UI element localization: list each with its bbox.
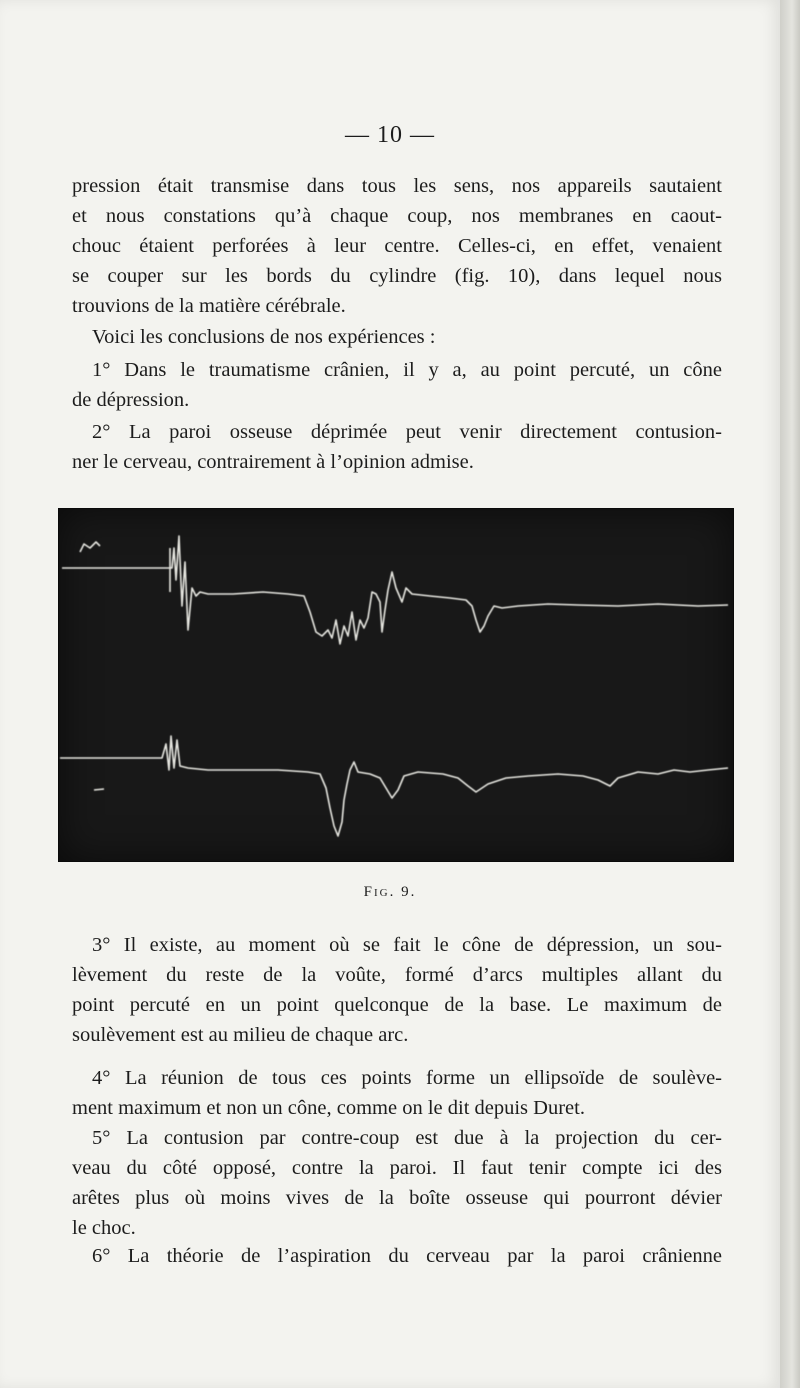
conclusion-1	[72, 355, 722, 415]
conclusion-5	[72, 1123, 722, 1243]
text-line: 6° La théorie de l’aspiration du cerveau par la paroi crânienne	[92, 1245, 722, 1267]
text-line: veau du côté opposé, contre la paroi. Il faut tenir compte ici des	[72, 1157, 722, 1179]
text-line: 4° La réunion de tous ces points forme un ellipsoïde de soulève-	[92, 1067, 722, 1089]
text-line: le choc.	[72, 1217, 136, 1239]
text-line: ment maximum et non un cône, comme on le dit depuis Duret.	[72, 1097, 585, 1119]
figure-9-tracing	[58, 508, 734, 862]
page-number: — 10 —	[345, 122, 435, 148]
text-line: point percuté en un point quelconque de la base. Le maximum de	[72, 994, 722, 1016]
conclusion-6	[72, 1241, 722, 1271]
figure-caption: Fig. 9.	[363, 884, 417, 900]
conclusions-intro	[72, 322, 722, 352]
lower-trace	[60, 736, 728, 836]
text-line: de dépression.	[72, 389, 190, 411]
text-line: lèvement du reste de la voûte, formé d’arcs multiples allant du	[72, 964, 722, 986]
text-line: trouvions de la matière cérébrale.	[72, 295, 346, 317]
paragraph-top	[72, 171, 722, 321]
text-line: arêtes plus où moins vives de la boîte osseuse qui pourront dévier	[72, 1187, 722, 1209]
oscillograph-traces	[58, 508, 734, 862]
text-line: Voici les conclusions de nos expériences :	[92, 326, 436, 348]
conclusion-4	[72, 1063, 722, 1123]
text-line: soulèvement est au milieu de chaque arc.	[72, 1024, 409, 1046]
text-line: chouc étaient perforées à leur centre. Celles-ci, en effet, venaient	[72, 235, 722, 257]
text-line: 1° Dans le traumatisme crânien, il y a, au point percuté, un cône	[92, 359, 722, 381]
text-line: 2° La paroi osseuse déprimée peut venir directement contusion-	[92, 421, 722, 443]
text-line: 3° Il existe, au moment où se fait le cône de dépression, un sou-	[92, 934, 722, 956]
conclusion-3	[72, 930, 722, 1050]
text-line: se couper sur les bords du cylindre (fig. 10), dans lequel nous	[72, 265, 722, 287]
lower-trace-marker	[94, 789, 104, 790]
conclusion-2	[72, 417, 722, 477]
text-line: et nous constations qu’à chaque coup, nos membranes en caout-	[72, 205, 722, 227]
adjacent-page-edge	[780, 0, 800, 1388]
text-line: ner le cerveau, contrairement à l’opinion admise.	[72, 451, 474, 473]
text-line: pression était transmise dans tous les sens, nos appareils sautaient	[72, 175, 722, 197]
text-line: 5° La contusion par contre-coup est due à la projection du cer-	[92, 1127, 722, 1149]
upper-trace-marker	[80, 542, 100, 552]
upper-trace	[62, 536, 728, 644]
